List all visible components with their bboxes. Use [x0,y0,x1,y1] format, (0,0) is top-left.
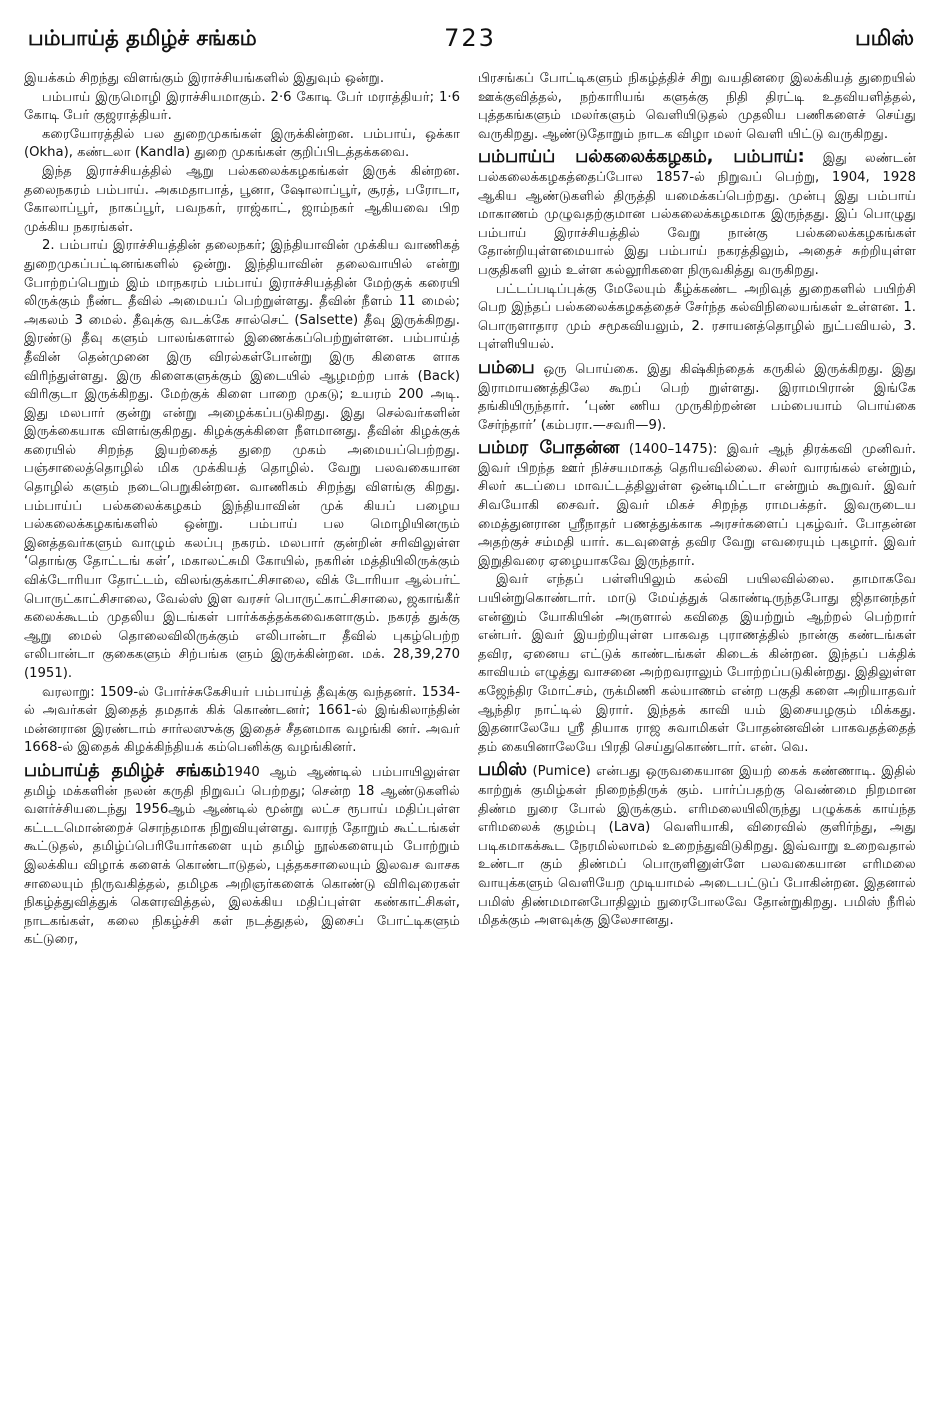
paragraph: இவர் எந்தப் பள்ளியிலும் கல்வி பயிலவில்லை. தாமாகவே பயின்றுகொண்டார். மாடு மேய்த்துக் கொண்டிருந்தபோது ஜிதானந்தர் என்னும் யோகியின் அருளால் கவிதை இயற்றும் ஆற்றல் பெற்றார் என்பர். இவர் இயற்றியுள்ள பாகவத புராணத்தில் நான்கு கண்டங்கள் தவிர, ஏனைய எட்டுக் காண்டங்கள் கிடைக் கின்றன. இந்தப் பக்திக் காவியம் எழுத்து வாசனை அற்றவராலும் போற்றப்படுகின்றது. இதிலுள்ள கஜேந்திர மோட்சம், ருக்மிணி கல்யாணம் என்ற பகுதி களை அறியாதவர் ஆந்திர நாட்டில் இரார். இந்தக் காவி யம் இசையழகும் மிக்கது. இதனாலேயே ஸ்ரீ தியாக ராஜ சுவாமிகள் போதன்னவின் பாகவதத்தைத் தம் கையினாலேயே பிரதி செய்துகொண்டார். என். வெ. [478,572,916,755]
entry-bammera-pothana [478,439,916,571]
paragraph: பிரசங்கப் போட்டிகளும் நிகழ்த்திச் சிறு வயதினரை இலக்கியத் துறையில் ஊக்குவித்தல், நற்காரியங் களுக்கு நிதி திரட்டி உதவியளித்தல், புத்தகங்களும் மலர்களும் வெளியிடுதல் முதலிய பணிகளைச் செய்து வருகிறது. ஆண்டுதோறும் நாடக விழா மலர் வெளி யிட்டு வருகிறது. [478,71,916,142]
entry-headword: பம்மர போதன்ன [478,438,620,459]
running-head-right: பமிஸ் [855,26,914,50]
paragraph: இந்த இராச்சியத்தில் ஆறு பல்கலைக்கழகங்கள் இருக் கின்றன. தலைநகரம் பம்பாய். அகமதாபாத், பூனா, ஷோலாப்பூர், சூரத், பரோடா, கோலாப்பூர், நாகப்பூர், பவநகர், ராஜ்காட், ஜாம்நகர் ஆகியவை பிற முக்கிய நகரங்கள். [24,163,460,235]
entry-body: இது லண்டன் பல்கலைக்கழகத்தைப்போல 1857-ல் நிறுவப் பெற்று, 1904, 1928 ஆகிய ஆண்டுகளில் திருத்தி யமைக்கப்பெற்றது. முன்பு இது பம்பாய் மாகாணம் முழுவதற்குமான பல்கலைக்கழகமாக இருந்தது. இப் பொழுது பம்பாய் இராச்சியத்தில் வேறு நான்கு பல்கலைக்கழகங்கள் தோன்றியுள்ளமையால் இது பம்பாய் நகரத்திலும், அதைச் சுற்றியுள்ள பகுதிகளி லும் உள்ள கல்லூரிகளை நிருவகித்து வருகிறது. [478,151,916,278]
entry-bombay-tamil-sangam [24,762,460,950]
page-header [22,14,918,64]
entry-body: ஒரு பொய்கை. இது கிஷ்கிந்தைக் கருகில் இருக்கிறது. இது இராமாயணத்திலே கூறப் பெற் றுள்ளது. இராமபிரான் இங்கே தங்கியிருந்தார். ‘புண் ணிய முருகிற்றன்ன பம்பையாம் பொய்கை சேர்ந்தார்’ (கம்பரா.—சவரி—9). [478,361,916,433]
entry-pumice [478,761,916,930]
entry-body: 1940 ஆம் ஆண்டில் பம்பாயிலுள்ள தமிழ் மக்களின் நலன் கருதி நிறுவப் பெற்றது; சென்ற 18 ஆண்டுகளில் வளர்ச்சியடைந்து 1956ஆம் ஆண்டில் மூன்று லட்ச ரூபாய் மதிப்புள்ள கட்டடமொன்றைச் சொந்தமாக நிறுவியுள்ளது. வாரந் தோறும் கூட்டங்கள் கூட்டுதல், தமிழ்ப்பெரியோர்களை யும் தமிழ் நூல்களையும் போற்றும் இலக்கிய விழாக் களைக் கொண்டாடுதல், புத்தகசாலையும் இலவச வாசக சாலையும் நிருவகித்தல், தமிழக அறிஞர்களைக் கொண்டு விரிவுரைகள் நிகழ்த்துவித்துக் கௌரவித்தல், இலக்கிய மதிப்புள்ள கண்காட்சிகள், நாடகங்கள், கலை நிகழ்ச்சி கள் நடத்துதல், இசைப் போட்டிகளும் கட்டுரை, [24,764,460,948]
entry-headword: பம்பாய்த் தமிழ்ச் சங்கம் [24,760,227,781]
entry-headword: பம்பை [478,357,535,378]
paragraph: இயக்கம் சிறந்து விளங்கும் இராச்சியங்களில் இதுவும் ஒன்று. [24,71,385,86]
entry-pampai [478,359,916,435]
entry-bombay-university [478,148,916,280]
paragraph: கரையோரத்தில் பல துறைமுகங்கள் இருக்கின்றன. பம்பாய், ஒக்கா (Okha), கண்டலா (Kandla) துறை முகங்கள் குறிப்பிடத்தக்கவை. [24,126,460,161]
entry-body: (Pumice) என்பது ஒருவகையான இயற் கைக் கண்ணாடி. இதில் காற்றுக் குமிழ்கள் நிறைந்திருக் கும். பார்ப்பதற்கு வெண்மை நிறமான திண்ம நுரை போல் இருக்கும். எரிமலையிலிருந்து பழுக்கக் காய்ந்த எரிமலைக் குழம்பு (Lava) வெளியாகி, விரைவில் குளிர்ந்து, அது படிகமாகக்கூட நேரமில்லாமல் உறைந்துவிடுகிறது. இவ்வாறு உறைவதால் உண்டா கும் திண்மப் பொருளினுள்ளே பலவகையான எரிமலை வாயுக்களும் வெளியேற முடியாமல் அடைபட்டுப் போகின்றன. இதனால் பமிஸ் திண்மமானபோதிலும் நுரைபோலவே தோன்றுகிறது. பமிஸ் நீரில் மிதக்கும் அளவுக்கு இலேசானது. [478,764,916,929]
running-head-left: பம்பாய்த் தமிழ்ச் சங்கம் [28,26,257,50]
paragraph: 2. பம்பாய் இராச்சியத்தின் தலைநகர்; இந்தியாவின் முக்கிய வாணிகத் துறைமுகப்பட்டினங்களில் ஒன்று. இந்தியாவின் தலைவாயில் என்று போற்றப்பெறும் இம் மாநகரம் பம்பாய் இராச்சியத்தின் மேற்குக் கரையி லிருக்கும் நீண்ட தீவில் அமையப் பெற்றுள்ளது. தீவின் நீளம் 11 மைல்; அகலம் 3 மைல். தீவுக்கு வடக்கே சால்செட் (Salsette) தீவு இருக்கிறது. இரண்டு தீவு களும் பாலங்களால் இணைக்கப்பெற்றுள்ளன. பம்பாய்த் தீவின் தென்முனை இரு விரல்கள்போன்று இரு கிளைக ளாக விரிந்துள்ளது. இரு கிளைகளுக்கும் இடையில் ஆழமற்ற பாக் (Back) விரிகுடா இருக்கிறது. மேற்குக் கிளை பாறை முகடு; உயரம் 200 அடி. இது மலபார் குன்று என்று அழைக்கப்படுகிறது. இது செல்வர்களின் இருக்கையாக விளங்குகிறது. கிழக்குக்கிளை நீளமானது. தீவின் கிழக்குக் கரையில் சிறந்த இயற்கைத் துறை முகம் அமையப்பெற்றது. பஞ்சாலைத்தொழில் மிக முக்கியத் தொழில். வேறு பலவகையான தொழில் களும் நடைபெறுகின்றன. வாணிகம் சிறந்து விளங்கு கிறது. பம்பாய்ப் பல்கலைக்கழகம் இந்தியாவின் முக் கியப் பழைய பல்கலைக்கழகங்களில் ஒன்று. பம்பாய் பல மொழியினரும் இனத்தவர்களும் வாழும் கலப்பு நகரம். மலபார் குன்றின் சரிவிலுள்ள ‘தொங்கு தோட்டங் கள்’, மகாலட்சுமி கோயில், நகரின் மத்தியிலிருக்கும் விக்டோரியா தோட்டம், விலங்குக்காட்சிசாலை, விக் டோரியா ஆல்பர்ட் பொருட்காட்சிசாலை, வேல்ஸ் இள வரசர் பொருட்காட்சிசாலை, ஜகாங்கீர் கலைக்கூடம் முதலிய இடங்கள் பார்க்கத்தக்கவைகளாகும். நகரத் துக்கு ஆறு மைல் தொலைவிலிருக்கும் எலிபான்டா தீவில் புகழ்பெற்ற எலிபான்டா குகைகளும் சிற்பங்க ளும் இருக்கின்றன. மக். 28,39,270 (1951). [24,238,460,681]
left-column [24,70,460,1370]
page-number: 723 [444,24,496,52]
entry-body: (1400–1475): இவர் ஆந் திரக்கவி முனிவர். இவர் பிறந்த ஊர் நிச்சயமாகத் தெரியவில்லை. சிலர் வாரங்கல் என்றும், சிலர் கடப்பை மாவட்டத்திலுள்ள ஒன்டிமிட்டா என்றும் கூறுவர். இவர் சிவயோகி சைவர். இவர் மிகச் சிறந்த ராமபக்தர். இவருடைய மைத்துனரான ஸ்ரீநாதர் பணத்துக்காக அரசர்களைப் புகழ்வர். போதன்ன அதற்குச் சம்மதி யார். கடவுளைத் தவிர வேறு எவரையும் புகழார். இவர் இறுதிவரை ஏழையாகவே இருந்தார். [478,442,916,569]
entry-headword: பம்பாய்ப் பல்கலைக்கழகம், பம்பாய்: [478,147,805,168]
entry-headword: பமிஸ் [478,760,528,781]
paragraph: பட்டப்படிப்புக்கு மேலேயும் கீழ்க்கண்ட அறிவுத் துறைகளில் பயிற்சி பெற இந்தப் பல்கலைக்கழகத்தைச் சேர்ந்த கல்விநிலையங்கள் உள்ளன. 1. பொருளாதார மும் சமூகவியலும், 2. ரசாயனத்தொழில் நுட்பவியல், 3. புள்ளியியல். [478,281,916,353]
history-paragraph: வரலாறு: 1509-ல் போர்ச்சுகேசியர் பம்பாய்த் தீவுக்கு வந்தனர். 1534-ல் அவர்கள் இதைத் தமதாக் கிக் கொண்டனர்; 1661-ல் இங்கிலாந்தின் மன்னரான இரண்டாம் சார்லஸுக்கு இதைச் சீதனமாக வழங்கி னர். அவர் 1668-ல் இதைக் கிழக்கிந்தியக் கம்பெனிக்கு வழங்கினர். [24,684,460,756]
right-column [478,70,916,1370]
paragraph: பம்பாய் இருமொழி இராச்சியமாகும். 2·6 கோடி பேர் மராத்தியர்; 1·6 கோடி பேர் குஜராத்தியர். [24,89,460,124]
